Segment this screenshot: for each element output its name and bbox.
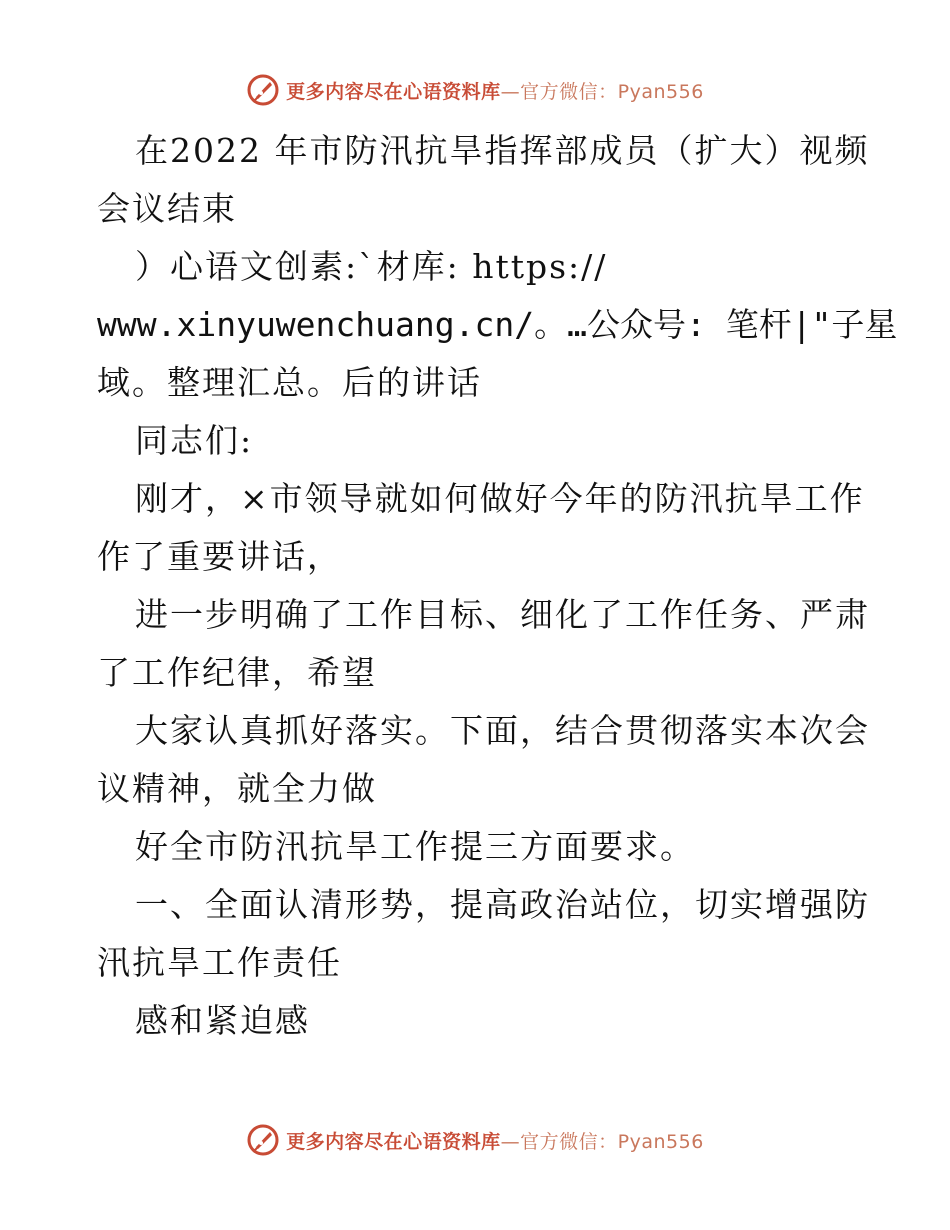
watermark-contact: 官方微信：Pyan556 [520,1130,704,1153]
text-line: 域。整理汇总。后的讲话 [97,363,482,402]
text-line: 好全市防汛抗旱工作提三方面要求。 [135,827,695,866]
document-body [97,122,898,1050]
watermark-text [286,77,704,104]
text-line: 同志们: [135,421,254,460]
header-watermark-banner [0,70,950,110]
watermark-text [286,1127,704,1154]
watermark-contact: 官方微信：Pyan556 [520,80,704,103]
text-line: 议精神，就全力做 [97,769,377,808]
text-line: 进一步明确了工作目标、细化了工作任务、严肃 [135,595,870,634]
quill-logo-icon [246,1123,280,1157]
text-line: 大家认真抓好落实。下面，结合贯彻落实本次会 [135,711,870,750]
footer-watermark-banner [0,1120,950,1160]
text-line: ）心语文创素:`材库: https:// [135,247,608,286]
watermark-brand: 更多内容尽在心语资料库 [286,1130,501,1153]
text-line: 感和紧迫感 [135,1001,310,1040]
text-line: 刚才，×市领导就如何做好今年的防汛抗旱工作 [135,479,865,518]
quill-logo-icon [246,73,280,107]
watermark-brand: 更多内容尽在心语资料库 [286,80,501,103]
text-line: 作了重要讲话， [97,537,342,576]
text-line: 一、全面认清形势，提高政治站位，切实增强防 [135,885,870,924]
text-line: 会议结束 [97,189,237,228]
watermark-dash: — [500,80,521,103]
text-line: www.xinyuwenchuang.cn/。…公众号: 笔杆|"子星 [97,305,898,344]
watermark-dash: — [500,1130,521,1153]
text-line: 汛抗旱工作责任 [97,943,342,982]
text-line: 在2022 年市防汛抗旱指挥部成员（扩大）视频 [135,131,870,170]
text-line: 了工作纪律，希望 [97,653,377,692]
